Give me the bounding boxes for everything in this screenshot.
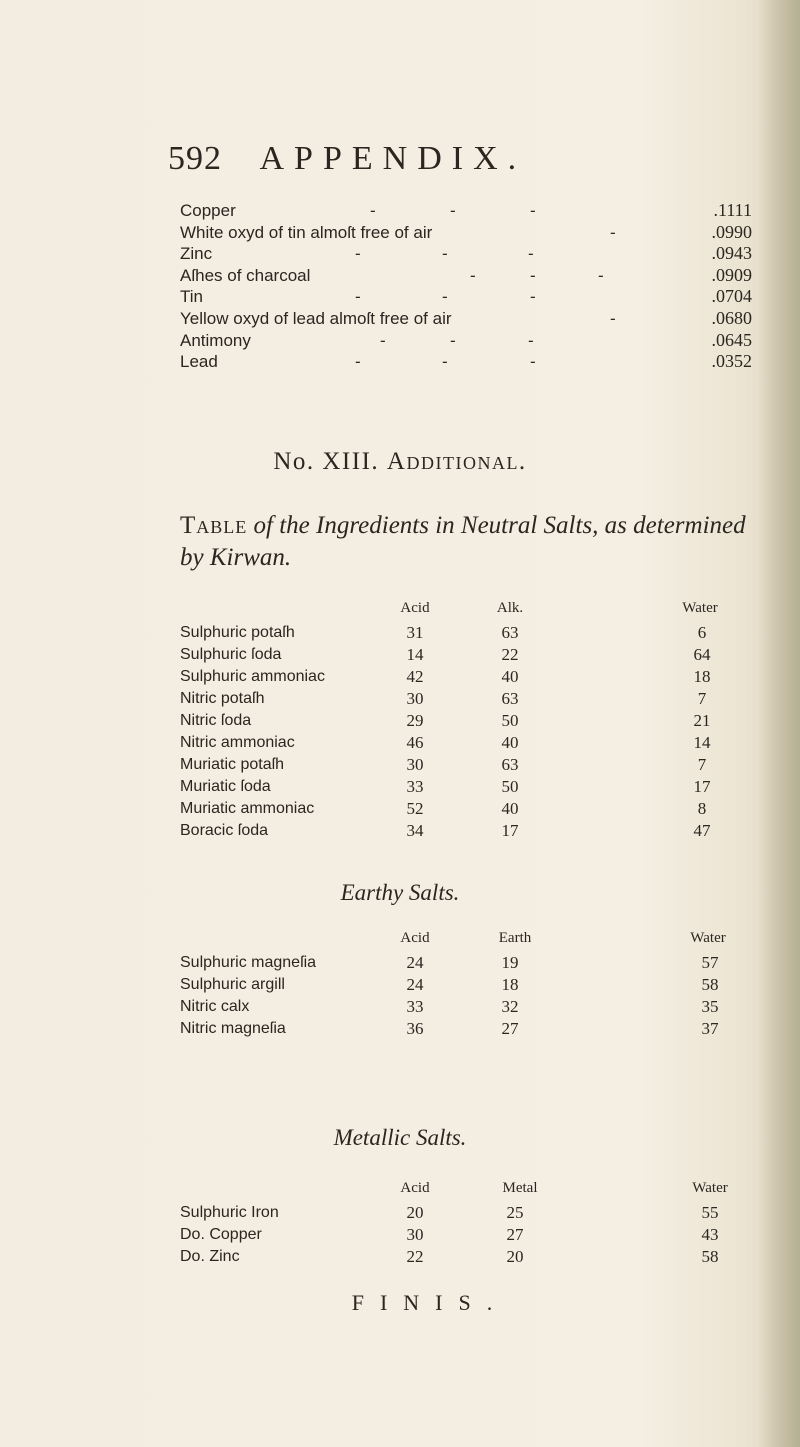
col-header-water: Water	[682, 600, 718, 616]
table-row	[180, 952, 740, 974]
leader-dash: -	[442, 287, 448, 307]
leader-dash: -	[598, 265, 604, 285]
acid-value: 33	[406, 777, 424, 796]
list-item-name: Lead	[180, 352, 218, 372]
leader-dash: -	[610, 308, 616, 328]
list-item	[180, 330, 752, 352]
water-value: 7	[697, 755, 707, 774]
list-item	[180, 286, 752, 308]
leader-dash: -	[470, 265, 476, 285]
list-item	[180, 351, 752, 373]
leader-dash: -	[442, 244, 448, 264]
caption-text-2: as determined by Kirwan.	[180, 512, 746, 571]
list-item-value: .0680	[711, 307, 752, 328]
water-value: 57	[701, 953, 719, 972]
earthy-salts-heading: Earthy Salts.	[340, 880, 460, 905]
col-header-alk: Alk.	[496, 600, 524, 616]
list-item	[180, 200, 752, 222]
leader-dash: -	[450, 330, 456, 350]
acid-value: 14	[406, 645, 424, 664]
water-value: 47	[693, 821, 711, 840]
water-value: 64	[693, 645, 711, 664]
running-header	[168, 140, 526, 178]
alk-value: 63	[501, 755, 519, 774]
list-item-name: Tin	[180, 287, 203, 307]
metal-value: 25	[506, 1203, 524, 1222]
salt-name: Sulphuric ſoda	[180, 646, 282, 663]
salt-name: Muriatic ſoda	[180, 778, 271, 795]
list-item-name: Antimony	[180, 330, 251, 350]
col-header-acid: Acid	[400, 600, 430, 616]
metallic-salts-heading: Metallic Salts.	[333, 1125, 467, 1150]
section-number: No. XIII.	[273, 448, 380, 475]
list-item-name: Yellow oxyd of lead almoſt free of air	[180, 308, 452, 328]
leader-dash: -	[530, 352, 536, 372]
acid-value: 36	[406, 1019, 424, 1038]
list-item-value: .0943	[711, 243, 752, 264]
leader-dash: -	[370, 201, 376, 220]
earth-value: 32	[501, 997, 519, 1016]
salt-name: Sulphuric potaſh	[180, 624, 295, 641]
water-value: 7	[697, 689, 707, 708]
acid-value: 31	[406, 623, 424, 642]
table-row	[180, 666, 740, 688]
col-header-water: Water	[692, 1180, 728, 1196]
acid-value: 29	[406, 711, 424, 730]
neutral-salts-table	[180, 600, 740, 840]
table-caption	[180, 510, 770, 574]
page-title: APPENDIX.	[259, 140, 527, 177]
metallic-salts-table	[180, 1180, 740, 1280]
leader-dash: -	[530, 287, 536, 307]
caption-text-1: of the Ingredients in Neutral Salts,	[253, 512, 599, 539]
salt-name: Do. Copper	[180, 1226, 262, 1243]
salt-name: Sulphuric ammoniac	[180, 668, 325, 685]
list-item-value: .0990	[711, 221, 752, 242]
water-value: 43	[701, 1225, 719, 1244]
alk-value: 63	[501, 623, 519, 642]
table-row	[180, 710, 740, 732]
table-row	[180, 1018, 740, 1040]
water-value: 21	[693, 711, 711, 730]
leader-dash: -	[355, 244, 361, 264]
acid-value: 22	[406, 1247, 424, 1266]
earthy-salts-table	[180, 930, 740, 1050]
table-row	[180, 1224, 740, 1246]
col-header-earth: Earth	[498, 930, 532, 946]
earth-value: 19	[501, 953, 519, 972]
col-header-metal: Metal	[502, 1180, 538, 1196]
salt-name: Do. Zinc	[180, 1248, 240, 1265]
earth-value: 18	[501, 975, 519, 994]
water-value: 55	[701, 1203, 719, 1222]
water-value: 14	[693, 733, 711, 752]
water-value: 18	[693, 667, 711, 686]
alk-value: 40	[501, 667, 519, 686]
leader-dash: -	[355, 287, 361, 307]
section-heading	[0, 448, 800, 476]
list-item-name: Aſhes of charcoal	[180, 265, 311, 285]
salt-name: Nitric ammoniac	[180, 734, 295, 751]
acid-value: 33	[406, 997, 424, 1016]
salt-name: Nitric magneſia	[180, 1020, 286, 1037]
acid-value: 30	[406, 755, 424, 774]
list-item	[180, 308, 752, 330]
list-item-name: Zinc	[180, 244, 213, 264]
acid-value: 34	[406, 821, 424, 840]
water-value: 58	[701, 1247, 719, 1266]
table-row	[180, 732, 740, 754]
water-value: 35	[701, 997, 719, 1016]
leader-dash: -	[610, 222, 616, 242]
alk-value: 40	[501, 733, 519, 752]
acid-value: 46	[406, 733, 424, 752]
list-item-value: .0909	[711, 264, 752, 285]
leader-dash: -	[530, 201, 536, 220]
table-row	[180, 996, 740, 1018]
table-row	[180, 688, 740, 710]
table-row	[180, 754, 740, 776]
col-header-acid: Acid	[400, 1180, 430, 1196]
list-item-value: .0645	[711, 329, 752, 350]
table-row	[180, 622, 740, 644]
list-item	[180, 265, 752, 287]
salt-name: Boracic ſoda	[180, 822, 269, 839]
acid-value: 42	[406, 667, 424, 686]
water-value: 6	[697, 623, 707, 642]
alk-value: 50	[501, 711, 519, 730]
page-edge-shadow	[758, 0, 800, 1447]
salt-name: Muriatic ammoniac	[180, 800, 315, 817]
acid-value: 30	[406, 689, 424, 708]
acid-value: 24	[406, 975, 424, 994]
leader-dash: -	[442, 352, 448, 372]
leader-dash: -	[528, 330, 534, 350]
list-item-value: .0352	[711, 351, 752, 372]
leader-dash: -	[450, 201, 456, 220]
water-value: 37	[701, 1019, 719, 1038]
col-header-water: Water	[690, 930, 726, 946]
salt-name: Muriatic potaſh	[180, 756, 285, 773]
list-item-name: Copper	[180, 201, 236, 220]
alk-value: 50	[501, 777, 519, 796]
water-value: 17	[693, 777, 711, 796]
salt-name: Nitric ſoda	[180, 712, 252, 729]
metal-value: 27	[506, 1225, 524, 1244]
acid-value: 30	[406, 1225, 424, 1244]
section-label: Additional.	[386, 448, 527, 475]
table-row	[180, 974, 740, 996]
caption-lead: Table	[180, 512, 248, 539]
leader-dash: -	[380, 330, 386, 350]
earth-value: 27	[501, 1019, 519, 1038]
water-value: 8	[697, 799, 707, 818]
alk-value: 63	[501, 689, 519, 708]
table-row	[180, 798, 740, 820]
page-number: 592	[168, 140, 222, 177]
finis-text: FINIS.	[351, 1290, 509, 1315]
table-row	[180, 1202, 740, 1224]
list-item	[180, 222, 752, 244]
table-row	[180, 644, 740, 666]
water-value: 58	[701, 975, 719, 994]
table-row	[180, 820, 740, 842]
alk-value: 40	[501, 799, 519, 818]
col-header-acid: Acid	[400, 930, 430, 946]
metal-value: 20	[506, 1247, 524, 1266]
acid-value: 52	[406, 799, 424, 818]
alk-value: 22	[501, 645, 519, 664]
salt-name: Sulphuric magneſia	[180, 954, 317, 971]
alk-value: 17	[501, 821, 519, 840]
table-row	[180, 776, 740, 798]
list-item-value: .1111	[713, 200, 752, 220]
leader-dash: -	[528, 244, 534, 264]
salt-name: Sulphuric argill	[180, 976, 285, 993]
table-row	[180, 1246, 740, 1268]
conductivity-list	[180, 200, 752, 373]
salt-name: Nitric calx	[180, 998, 250, 1015]
acid-value: 24	[406, 953, 424, 972]
list-item-name: White oxyd of tin almoſt free of air	[180, 222, 433, 242]
acid-value: 20	[406, 1203, 424, 1222]
salt-name: Nitric potaſh	[180, 690, 265, 707]
salt-name: Sulphuric Iron	[180, 1204, 279, 1221]
list-item	[180, 243, 752, 265]
leader-dash: -	[355, 352, 361, 372]
list-item-value: .0704	[711, 286, 752, 307]
leader-dash: -	[530, 265, 536, 285]
